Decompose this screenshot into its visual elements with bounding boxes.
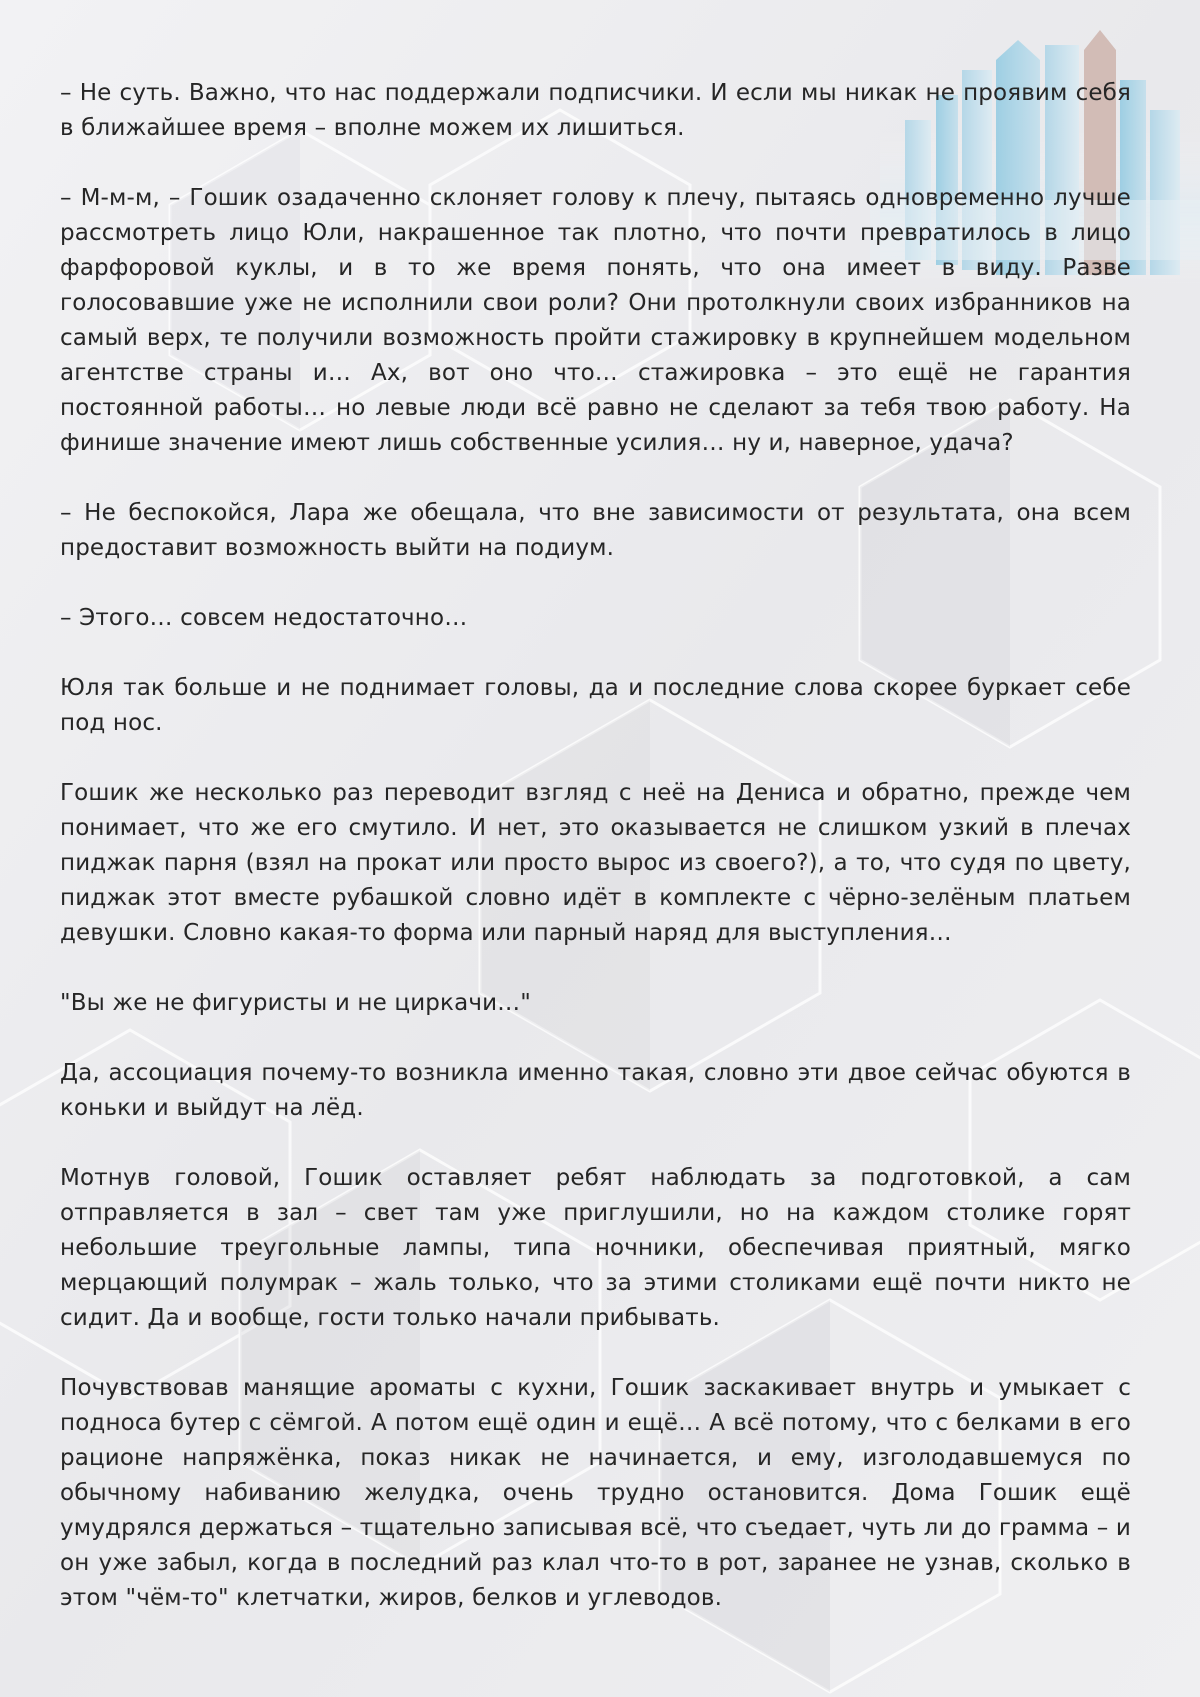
paragraph-6: Гошик же несколько раз переводит взгляд с неё на Дениса и обратно, прежде чем понимает, что же его смутило. И нет, это оказывается не слишком узкий в плечах пиджак парня (взял на прокат или просто вырос из своего?), а то, что судя по цвету, пиджак этот вместе рубашкой словно идёт в комплекте с чёрно-зелёным платьем девушки. Словно какая-то форма или парный наряд для выступления… bbox=[60, 780, 1131, 946]
paragraph-8: Да, ассоциация почему-то возникла именно такая, словно эти двое сейчас обуются в коньки и выйдут на лёд. bbox=[60, 1060, 1131, 1121]
paragraph-5: Юля так больше и не поднимает головы, да и последние слова скорее буркает себе под нос. bbox=[60, 675, 1131, 736]
paragraph-7: "Вы же не фигуристы и не циркачи…" bbox=[60, 990, 532, 1016]
story-text bbox=[60, 76, 1131, 1651]
paragraph-3: – Не беспокойся, Лара же обещала, что вне зависимости от результата, она всем предоставит возможность выйти на подиум. bbox=[60, 500, 1131, 561]
paragraph-1: – Не суть. Важно, что нас поддержали подписчики. И если мы никак не проявим себя в ближайшее время – вполне можем их лишиться. bbox=[60, 80, 1131, 141]
paragraph-4: – Этого… совсем недостаточно… bbox=[60, 605, 468, 631]
paragraph-10: Почувствовав манящие ароматы с кухни, Гошик заскакивает внутрь и умыкает с подноса бутер с сёмгой. А потом ещё один и ещё… А всё потому, что с белками в его рационе напряжёнка, показ никак не начинается, и ему, изголодавшемуся по обычному набиванию желудка, очень трудно остановится. Дома Гошик ещё умудрялся держаться – тщательно записывая всё, что съедает, чуть ли до грамма – и он уже забыл, когда в последний раз клал что-то в рот, заранее не узнав, сколько в этом "чём-то" клетчатки, жиров, белков и углеводов. bbox=[60, 1375, 1131, 1611]
paragraph-9: Мотнув головой, Гошик оставляет ребят наблюдать за подготовкой, а сам отправляется в зал – свет там уже приглушили, но на каждом столике горят небольшие треугольные лампы, типа ночники, обеспечивая приятный, мягко мерцающий полумрак – жаль только, что за этими столиками ещё почти никто не сидит. Да и вообще, гости только начали прибывать. bbox=[60, 1165, 1131, 1331]
paragraph-2: – М-м-м, – Гошик озадаченно склоняет голову к плечу, пытаясь одновременно лучше рассмотреть лицо Юли, накрашенное так плотно, что почти превратилось в лицо фарфоровой куклы, и в то же время понять, что она имеет в виду. Разве голосовавшие уже не исполнили свои роли? Они протолкнули своих избранников на самый верх, те получили возможность пройти стажировку в крупнейшем модельном агентстве страны и… Ах, вот оно что… стажировка – это ещё не гарантия постоянной работы… но левые люди всё равно не сделают за тебя твою работу. На финише значение имеют лишь собственные усилия… ну и, наверное, удача? bbox=[60, 185, 1131, 456]
